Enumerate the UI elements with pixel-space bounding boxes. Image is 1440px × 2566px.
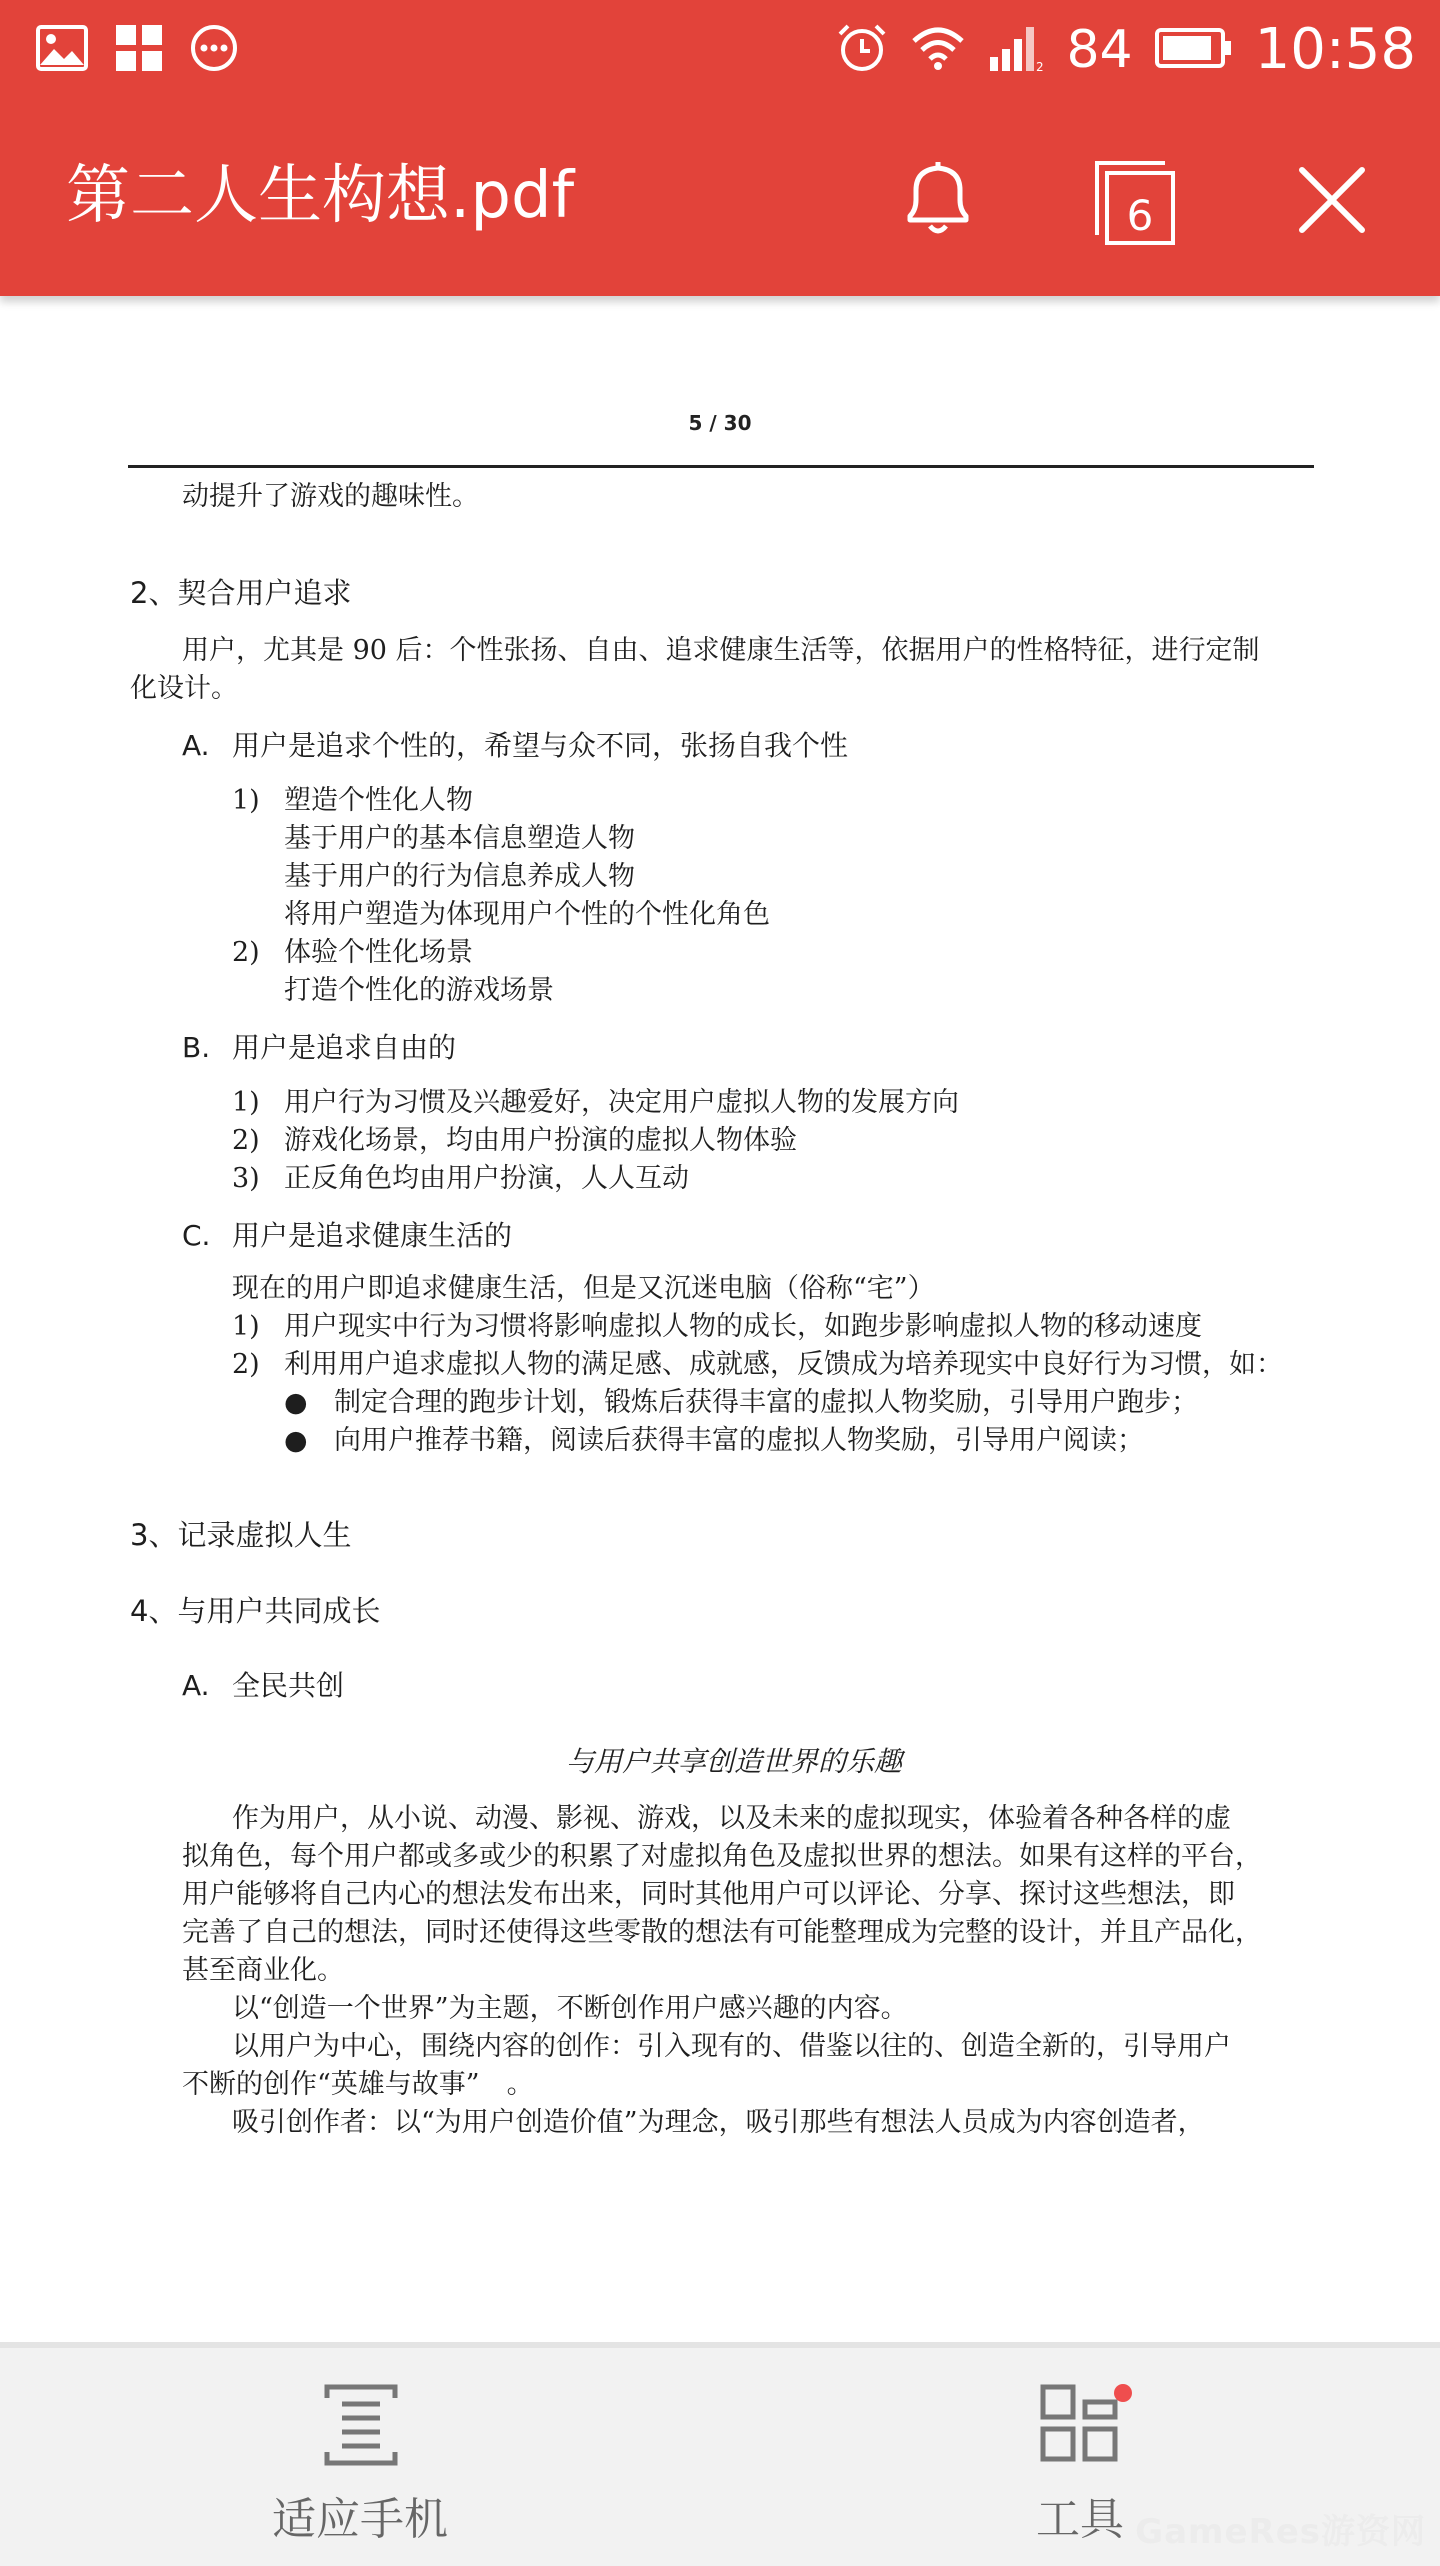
section-heading: 3、记录虚拟人生 (130, 1518, 352, 1552)
watermark: GameRes游资网 (1135, 2512, 1426, 2552)
list-item: 用户行为习惯及兴趣爱好，决定用户虚拟人物的发展方向 (284, 1087, 959, 1118)
list-item: 正反角色均由用户扮演，人人互动 (284, 1163, 689, 1194)
paragraph-line: 不断的创作“英雄与故事” 。 (182, 2069, 534, 2100)
subsection-marker: B. (182, 1031, 211, 1064)
list-item: 向用户推荐书籍，阅读后获得丰富的虚拟人物奖励，引导用户阅读； (334, 1425, 1144, 1456)
document-title: 第二人生构想.pdf (66, 159, 575, 233)
list-item: 用户现实中行为习惯将影响虚拟人物的成长，如跑步影响虚拟人物的移动速度 (284, 1311, 1202, 1342)
list-number: 2) (232, 937, 260, 968)
bullet: ● (284, 1387, 308, 1418)
text-line: 化设计。 (130, 673, 238, 704)
tab-count: 6 (1126, 191, 1154, 240)
list-item: 将用户塑造为体现用户个性的个性化角色 (284, 899, 770, 930)
clock: 10:58 (1254, 17, 1416, 82)
page-indicator: 5 / 30 (688, 411, 752, 435)
system-indicators (836, 17, 1416, 82)
tabs-icon (1091, 157, 1181, 247)
list-number: 1) (232, 785, 260, 816)
tools-badge (1114, 2384, 1132, 2402)
bullet: ● (284, 1425, 308, 1456)
section-heading: 2、契合用户追求 (130, 576, 352, 610)
document-page[interactable] (0, 296, 1440, 2356)
paragraph-line: 吸引创作者：以“为用户创造价值”为理念，吸引那些有想法人员成为内容创造者， (232, 2107, 1205, 2138)
notification-icons (36, 24, 238, 76)
list-item: 打造个性化的游戏场景 (284, 975, 554, 1006)
image-icon (36, 25, 88, 75)
fit-to-phone-label: 适应手机 (272, 2494, 448, 2545)
list-item: 体验个性化场景 (284, 937, 473, 968)
paragraph-line: 完善了自己的想法，同时还使得这些零散的想法有可能整理成为完整的设计，并且产品化， (182, 1917, 1262, 1948)
list-number: 2) (232, 1125, 260, 1156)
fit-to-phone-button[interactable] (230, 2348, 490, 2566)
app-header (0, 0, 1440, 296)
paragraph-line: 甚至商业化。 (182, 1955, 344, 1986)
list-item: 塑造个性化人物 (284, 785, 473, 816)
notification-button[interactable] (888, 152, 988, 252)
tools-label: 工具 (1036, 2494, 1124, 2545)
subsection-heading: 用户是追求自由的 (232, 1031, 457, 1064)
list-item: 基于用户的行为信息养成人物 (284, 861, 635, 892)
list-number: 1) (232, 1087, 260, 1118)
document-lines-icon (324, 2384, 398, 2470)
tabs-button[interactable] (1086, 152, 1186, 252)
svg-text:2: 2 (1036, 60, 1045, 71)
subsection-heading: 全民共创 (232, 1669, 345, 1702)
paragraph-line: 以用户为中心，围绕内容的创作：引入现有的、借鉴以往的、创造全新的，引导用户 (232, 2031, 1231, 2062)
subsection-marker: A. (182, 1669, 210, 1702)
list-item: 基于用户的基本信息塑造人物 (284, 823, 635, 854)
section-heading: 4、与用户共同成长 (130, 1594, 381, 1628)
paragraph-line: 以“创造一个世界”为主题，不断创作用户感兴趣的内容。 (232, 1993, 908, 2024)
battery-percent: 84 (1066, 20, 1133, 80)
close-icon (1296, 164, 1368, 240)
list-item: 游戏化场景，均由用户扮演的虚拟人物体验 (284, 1125, 797, 1156)
title-bar (0, 100, 1440, 296)
paragraph-line: 用户能够将自己内心的想法发布出来，同时其他用户可以评论、分享、探讨这些想法，即 (182, 1879, 1235, 1910)
text-line: 动提升了游戏的趣味性。 (182, 481, 479, 512)
more-dots-icon (190, 24, 238, 76)
tools-grid-icon (1040, 2384, 1120, 2468)
header-rule (128, 465, 1314, 468)
subsection-marker: C. (182, 1219, 211, 1252)
wifi-icon (910, 25, 966, 75)
paragraph-line: 拟角色，每个用户都或多或少的积累了对虚拟角色及虚拟世界的想法。如果有这样的平台， (182, 1841, 1262, 1872)
subsection-heading: 用户是追求健康生活的 (232, 1219, 513, 1252)
alarm-icon (836, 22, 888, 78)
text-line: 用户，尤其是 90 后：个性张扬、自由、追求健康生活等，依据用户的性格特征，进行定制 (182, 635, 1260, 666)
paragraph-line: 作为用户，从小说、动漫、影视、游戏，以及未来的虚拟现实，体验着各种各样的虚 (232, 1803, 1231, 1834)
subsection-marker: A. (182, 729, 210, 762)
list-number: 2) (232, 1349, 260, 1380)
list-item: 利用用户追求虚拟人物的满足感、成就感，反馈成为培养现实中良好行为习惯，如： (284, 1349, 1283, 1380)
signal-icon (988, 25, 1044, 75)
app-grid-icon (116, 25, 162, 75)
close-button[interactable] (1282, 152, 1382, 252)
list-number: 3) (232, 1163, 260, 1194)
italic-caption: 与用户共享创造世界的乐趣 (566, 1745, 903, 1778)
subsection-heading: 用户是追求个性的，希望与众不同，张扬自我个性 (232, 729, 849, 762)
list-number: 1) (232, 1311, 260, 1342)
text-line: 现在的用户即追求健康生活，但是又沉迷电脑（俗称“宅”） (232, 1273, 935, 1304)
bell-icon (900, 160, 976, 244)
list-item: 制定合理的跑步计划，锻炼后获得丰富的虚拟人物奖励，引导用户跑步； (334, 1387, 1198, 1418)
bottom-toolbar (0, 2342, 1440, 2566)
status-bar (0, 0, 1440, 100)
battery-icon (1155, 28, 1233, 72)
